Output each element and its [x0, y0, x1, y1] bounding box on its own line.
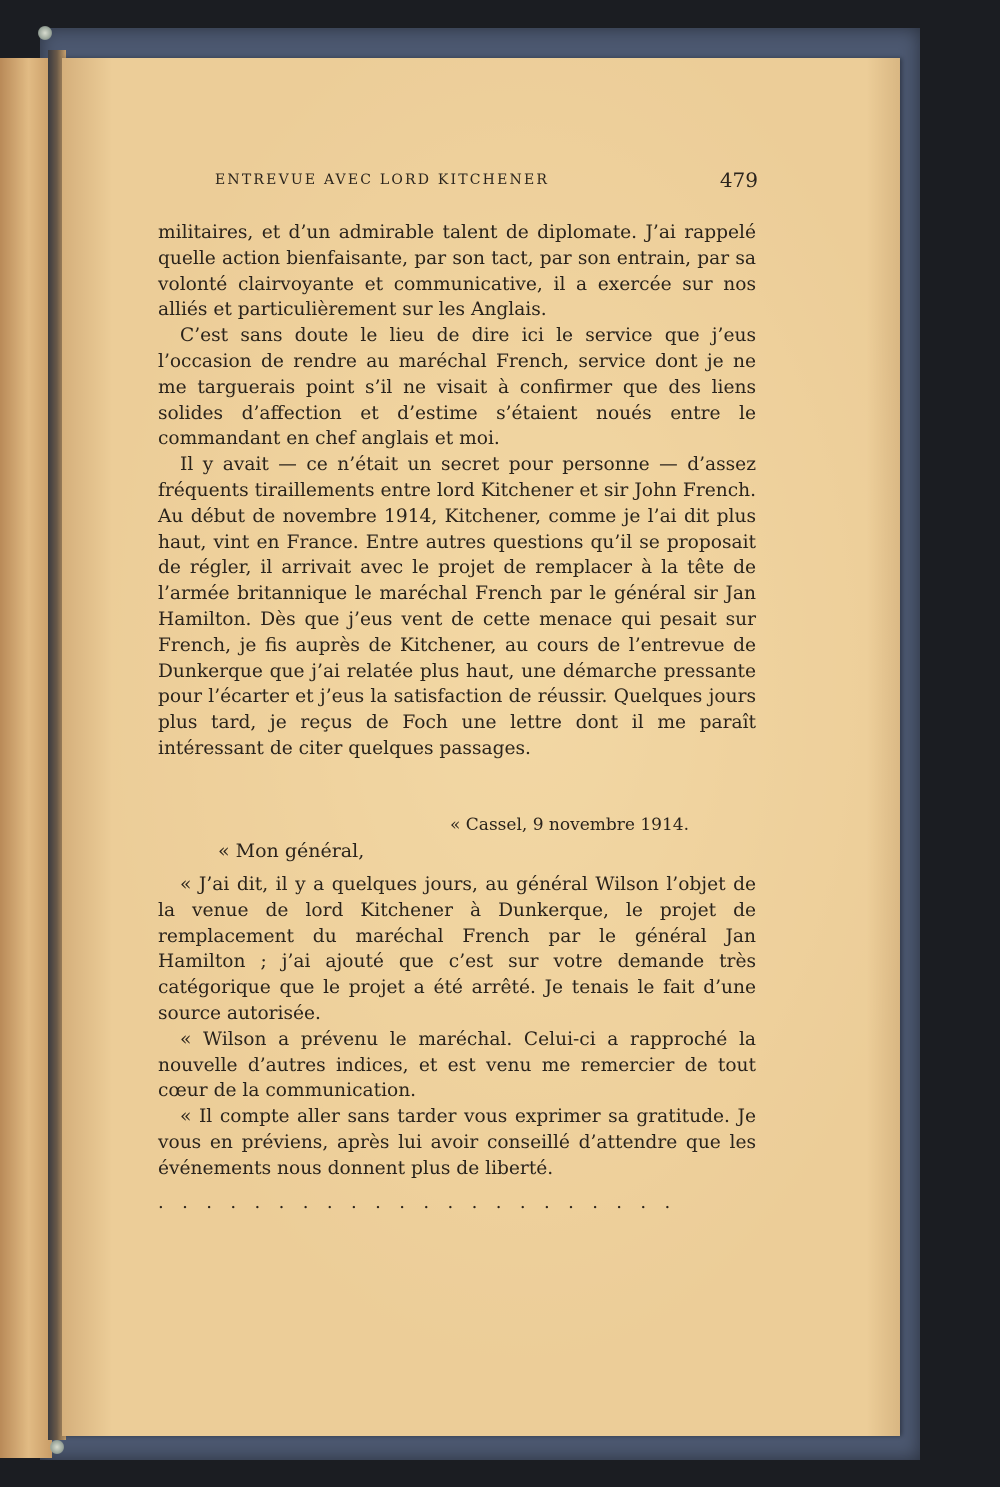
paragraph: militaires, et d’un admirable talent de diplomate. J’ai rappelé quelle action bienfaisante, par son tact, par son entrain, par sa volonté clairvoyante et communicative, il a exercée sur nos alliés et particulièrement sur les Anglais. — [158, 222, 756, 321]
letter-paragraph: « Wilson a prévenu le maréchal. Celui-ci a rapproché la nouvelle d’autres indices, et est venu me remercier de tout cœur de la communication. — [158, 1028, 756, 1102]
running-head: ENTREVUE AVEC LORD KITCHENER — [215, 172, 550, 188]
facing-page-edge — [0, 58, 52, 1458]
letter-salutation: « Mon général, — [218, 840, 365, 862]
letter-paragraph: « Il compte aller sans tarder vous exprimer sa gratitude. Je vous en préviens, après lui avoir conseillé d’attendre que les événements nous donnent plus de liberté. — [158, 1106, 756, 1179]
binding-thread-mark — [50, 1440, 64, 1454]
page-number: 479 — [719, 168, 758, 192]
paragraph: C’est sans doute le lieu de dire ici le service que j’eus l’occasion de rendre au maréchal French, service dont je ne me targuerais point s’il ne visait à confirmer que des liens solides d’affection et d’estime s’étaient noués entre le commandant en chef anglais et moi. — [158, 325, 756, 450]
body-text — [158, 220, 756, 762]
binding-thread-mark — [38, 26, 52, 40]
letter-dateline: « Cassel, 9 novembre 1914. — [450, 815, 690, 835]
paragraph: Il y avait — ce n’était un secret pour personne — d’assez fréquents tiraillements entre lord Kitchener et sir John French. Au début de novembre 1914, Kitchener, comme je l’ai dit plus haut, vint en France. Entre autres questions qu’il se proposait de régler, il arrivait avec le projet de remplacer à la tête de l’armée britannique le maréchal French par le général sir Jan Hamilton. Dès que j’eus vent de cette menace qui pesait sur French, je fis auprès de Kitchener, au cours de l’entrevue de Dunkerque que j’ai relatée plus haut, une démarche pressante pour l’écarter et j’eus la satisfaction de réussir. Quelques jours plus tard, je reçus de Foch une lettre dont il me paraît intéressant de citer quelques passages. — [158, 454, 756, 759]
letter-text — [158, 872, 756, 1182]
letter-paragraph: « J’ai dit, il y a quelques jours, au général Wilson l’objet de la venue de lord Kitchener à Dunkerque, le projet de remplacement du maréchal French par le général Jan Hamilton ; j’ai ajouté que c’est sur votre demande très catégorique que le projet a été arrêté. Je tenais le fait d’une source autorisée. — [158, 874, 756, 1024]
ellipsis-line: ...................... — [158, 1192, 689, 1213]
